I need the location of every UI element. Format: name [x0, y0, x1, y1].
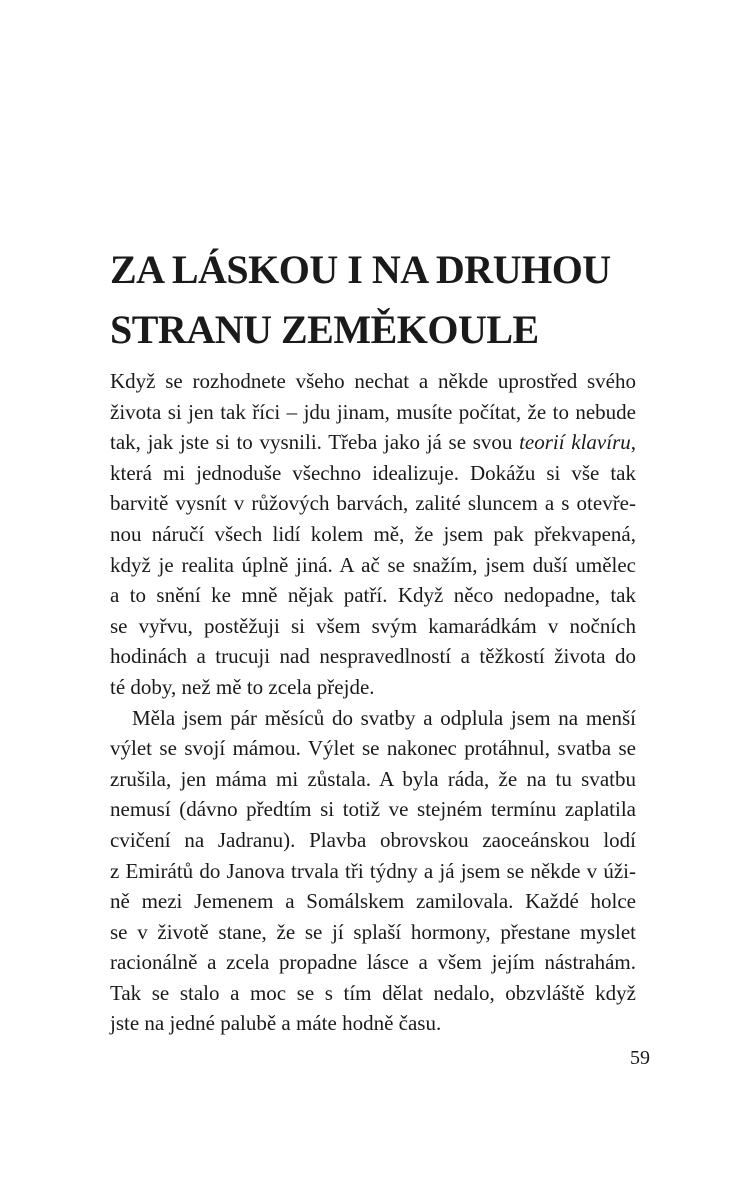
- paragraph-2: [110, 703, 636, 1040]
- chapter-title-line-1: ZA LÁSKOU I NA DRUHOU: [110, 247, 611, 292]
- emphasized-phrase: teorií klavíru: [519, 430, 631, 455]
- text-line: tak, jak jste si to vysnili. Třeba jako já se svou teorií klavíru,: [110, 430, 636, 455]
- text-line: výlet se svojí mámou. Výlet se nakonec protáhnul, svatba se: [110, 736, 636, 761]
- text-line: která mi jednoduše všechno idealizuje. Dokážu si vše tak: [110, 460, 636, 485]
- chapter-title-line-2: STRANU ZEMĚKOULE: [110, 307, 539, 352]
- text-line: racionálně a zcela propadne lásce a všem jejím nástrahám.: [110, 950, 636, 975]
- text-line: barvitě vysnít v růžových barvách, zalité sluncem a s otevře-: [110, 491, 636, 516]
- text-line: z Emirátů do Janova trvala tři týdny a já jsem se někde v úži-: [110, 858, 636, 883]
- chapter-title: [110, 240, 670, 360]
- text-line: Měla jsem pár měsíců do svatby a odplula jsem na menší: [132, 705, 636, 730]
- text-line: cvičení na Jadranu). Plavba obrovskou zaoceánskou lodí: [110, 827, 636, 852]
- text-line: hodinách a trucuji nad nespravedlností a těžkostí života do: [110, 644, 636, 669]
- paragraph-1: [110, 366, 636, 703]
- text-line: se v životě stane, že se jí splaší hormony, přestane myslet: [110, 919, 636, 944]
- text-line: ně mezi Jemenem a Somálskem zamilovala. Každé holce: [110, 889, 636, 914]
- text-line: nemusí (dávno předtím si totiž ve stejném termínu zaplatila: [110, 797, 636, 822]
- text-line: té doby, než mě to zcela přejde.: [110, 674, 375, 699]
- text-line: Tak se stalo a moc se s tím dělat nedalo, obzvláště když: [110, 980, 636, 1005]
- text-line: života si jen tak říci – jdu jinam, musíte počítat, že to nebude: [110, 399, 636, 424]
- page-number: 59: [630, 1047, 650, 1069]
- text-line: nou náručí všech lidí kolem mě, že jsem pak překvapená,: [110, 521, 636, 546]
- body-text: [110, 366, 636, 1039]
- text-line: se vyřvu, postěžuji si všem svým kamarádkám v nočních: [110, 613, 636, 638]
- text-line: když je realita úplně jiná. A ač se snažím, jsem duší umělec: [110, 552, 636, 577]
- text-line: a to snění ke mně nějak patří. Když něco nedopadne, tak: [110, 583, 636, 608]
- text-line: zrušila, jen máma mi zůstala. A byla ráda, že na tu svatbu: [110, 766, 636, 791]
- text-line: Když se rozhodnete všeho nechat a někde uprostřed svého: [110, 369, 636, 393]
- text-line: jste na jedné palubě a máte hodně času.: [110, 1011, 442, 1036]
